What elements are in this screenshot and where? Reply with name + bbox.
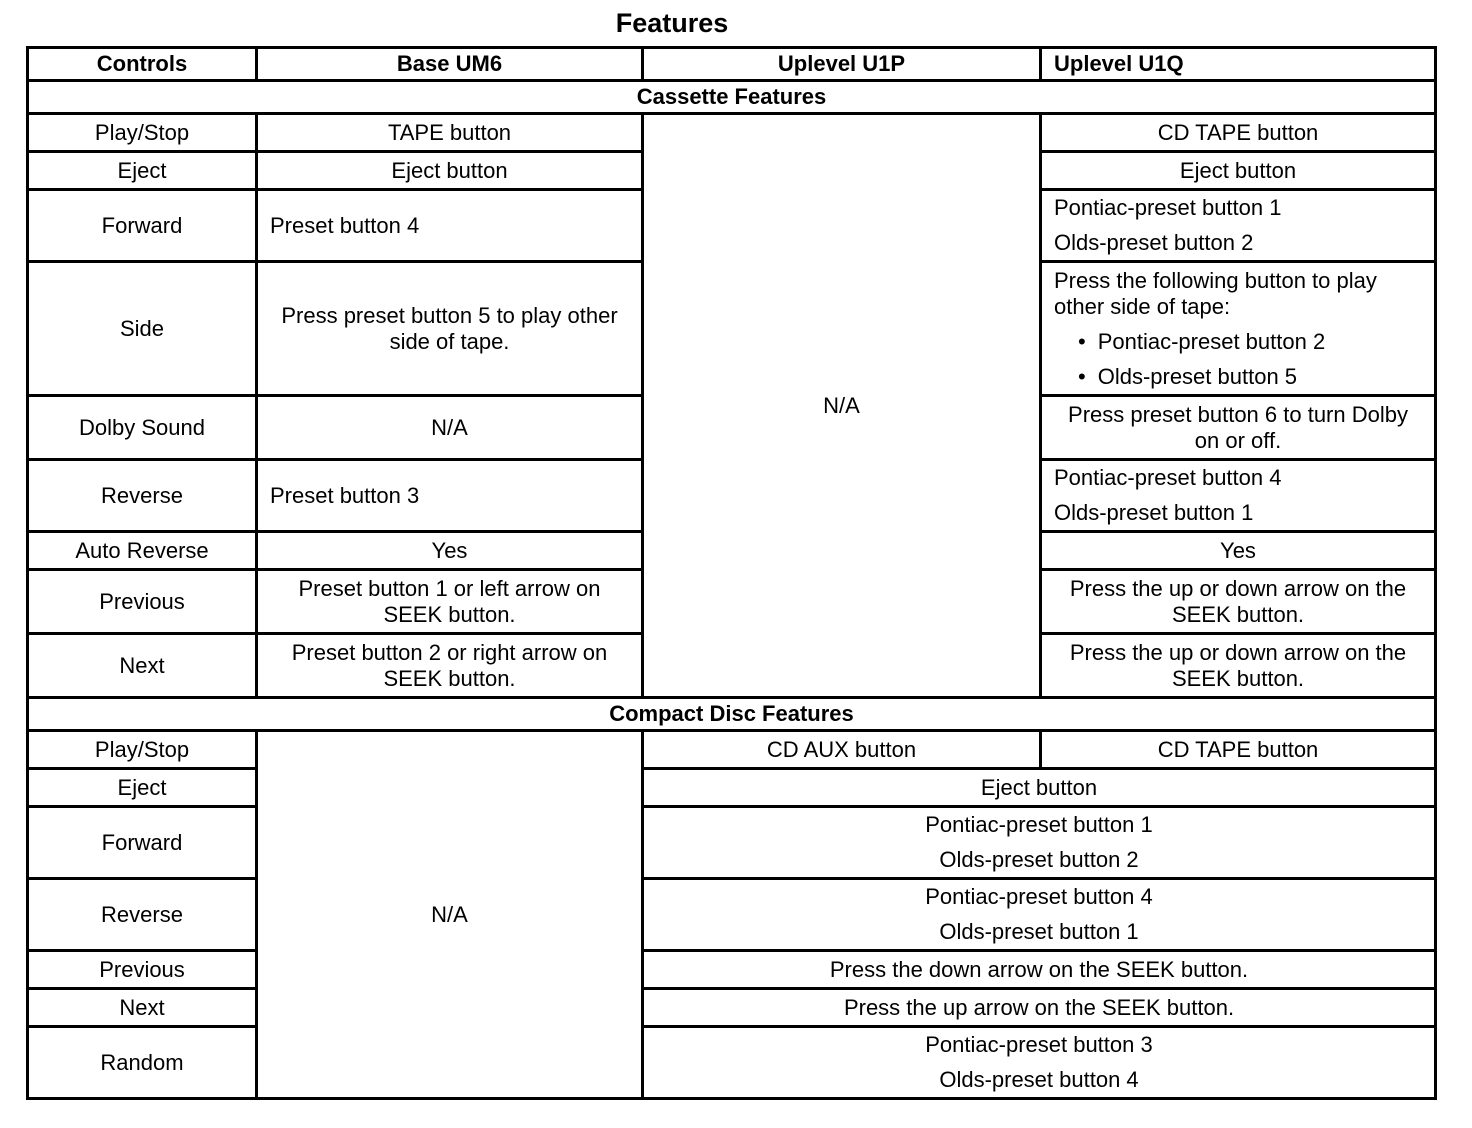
uplevel-line: Olds-preset button 4	[939, 1067, 1139, 1092]
uplevel-line: Pontiac-preset button 1	[925, 812, 1153, 837]
control-label: Reverse	[28, 879, 257, 951]
header-row	[28, 48, 1436, 81]
u1q-cell: Press preset button 6 to turn Dolby on or off.	[1041, 396, 1436, 460]
base-cell: Preset button 2 or right arrow on SEEK button.	[257, 634, 643, 698]
base-cell: Preset button 1 or left arrow on SEEK button.	[257, 570, 643, 634]
section-cassette: Cassette Features	[28, 81, 1436, 114]
u1q-cell: Eject button	[1041, 152, 1436, 190]
control-label: Random	[28, 1027, 257, 1099]
u1p-cell: CD AUX button	[643, 731, 1041, 769]
u1q-cell: CD TAPE button	[1041, 731, 1436, 769]
u1q-cell: Yes	[1041, 532, 1436, 570]
u1q-cell	[1041, 460, 1436, 532]
u1p-cassette-cell: N/A	[643, 114, 1041, 698]
uplevel-line: Pontiac-preset button 3	[925, 1032, 1153, 1057]
control-label: Side	[28, 262, 257, 396]
u1q-line: Olds-preset button 2	[1054, 230, 1254, 255]
header-controls: Controls	[28, 48, 257, 81]
u1q-bullet: • Olds-preset button 5	[1054, 364, 1422, 390]
u1q-cell: Press the up or down arrow on the SEEK button.	[1041, 570, 1436, 634]
section-row	[28, 81, 1436, 114]
table-row	[28, 1027, 1436, 1099]
uplevel-cell	[643, 1027, 1436, 1099]
header-uplevel-u1p: Uplevel U1P	[643, 48, 1041, 81]
control-label: Forward	[28, 190, 257, 262]
control-label: Forward	[28, 807, 257, 879]
base-cell: TAPE button	[257, 114, 643, 152]
control-label: Next	[28, 634, 257, 698]
uplevel-cell: Press the up arrow on the SEEK button.	[643, 989, 1436, 1027]
control-label: Eject	[28, 152, 257, 190]
base-cd-cell: N/A	[257, 731, 643, 1099]
u1q-line: Olds-preset button 1	[1054, 500, 1254, 525]
base-cell: Yes	[257, 532, 643, 570]
control-label: Auto Reverse	[28, 532, 257, 570]
table-row	[28, 769, 1436, 807]
page-title: Features	[615, 8, 729, 38]
base-cell: Preset button 4	[257, 190, 643, 262]
u1q-line: Pontiac-preset button 4	[1054, 465, 1282, 490]
control-label: Next	[28, 989, 257, 1027]
control-label: Play/Stop	[28, 114, 257, 152]
control-label: Dolby Sound	[28, 396, 257, 460]
base-cell: Preset button 3	[257, 460, 643, 532]
base-cell: N/A	[257, 396, 643, 460]
uplevel-cell	[643, 807, 1436, 879]
u1q-line: Press the following button to play other side of tape:	[1054, 267, 1377, 319]
base-cell: Press preset button 5 to play other side of tape.	[257, 262, 643, 396]
u1q-bullet: • Pontiac-preset button 2	[1054, 329, 1422, 355]
header-base-um6: Base UM6	[257, 48, 643, 81]
table-row	[28, 879, 1436, 951]
table-row	[28, 951, 1436, 989]
control-label: Eject	[28, 769, 257, 807]
uplevel-line: Olds-preset button 2	[939, 847, 1139, 872]
header-uplevel-u1q: Uplevel U1Q	[1041, 48, 1436, 81]
uplevel-cell: Eject button	[643, 769, 1436, 807]
table-row	[28, 807, 1436, 879]
table-row	[28, 731, 1436, 769]
uplevel-cell: Press the down arrow on the SEEK button.	[643, 951, 1436, 989]
u1q-cell: CD TAPE button	[1041, 114, 1436, 152]
u1q-cell	[1041, 262, 1436, 396]
control-label: Previous	[28, 570, 257, 634]
u1q-line: Pontiac-preset button 1	[1054, 195, 1282, 220]
section-row	[28, 698, 1436, 731]
uplevel-cell	[643, 879, 1436, 951]
uplevel-line: Olds-preset button 1	[939, 919, 1139, 944]
u1q-cell: Press the up or down arrow on the SEEK button.	[1041, 634, 1436, 698]
base-cell: Eject button	[257, 152, 643, 190]
control-label: Play/Stop	[28, 731, 257, 769]
section-compact-disc: Compact Disc Features	[28, 698, 1436, 731]
u1q-cell	[1041, 190, 1436, 262]
table-row	[28, 114, 1436, 152]
features-table	[26, 46, 1437, 1100]
control-label: Previous	[28, 951, 257, 989]
control-label: Reverse	[28, 460, 257, 532]
table-row	[28, 989, 1436, 1027]
uplevel-line: Pontiac-preset button 4	[925, 884, 1153, 909]
